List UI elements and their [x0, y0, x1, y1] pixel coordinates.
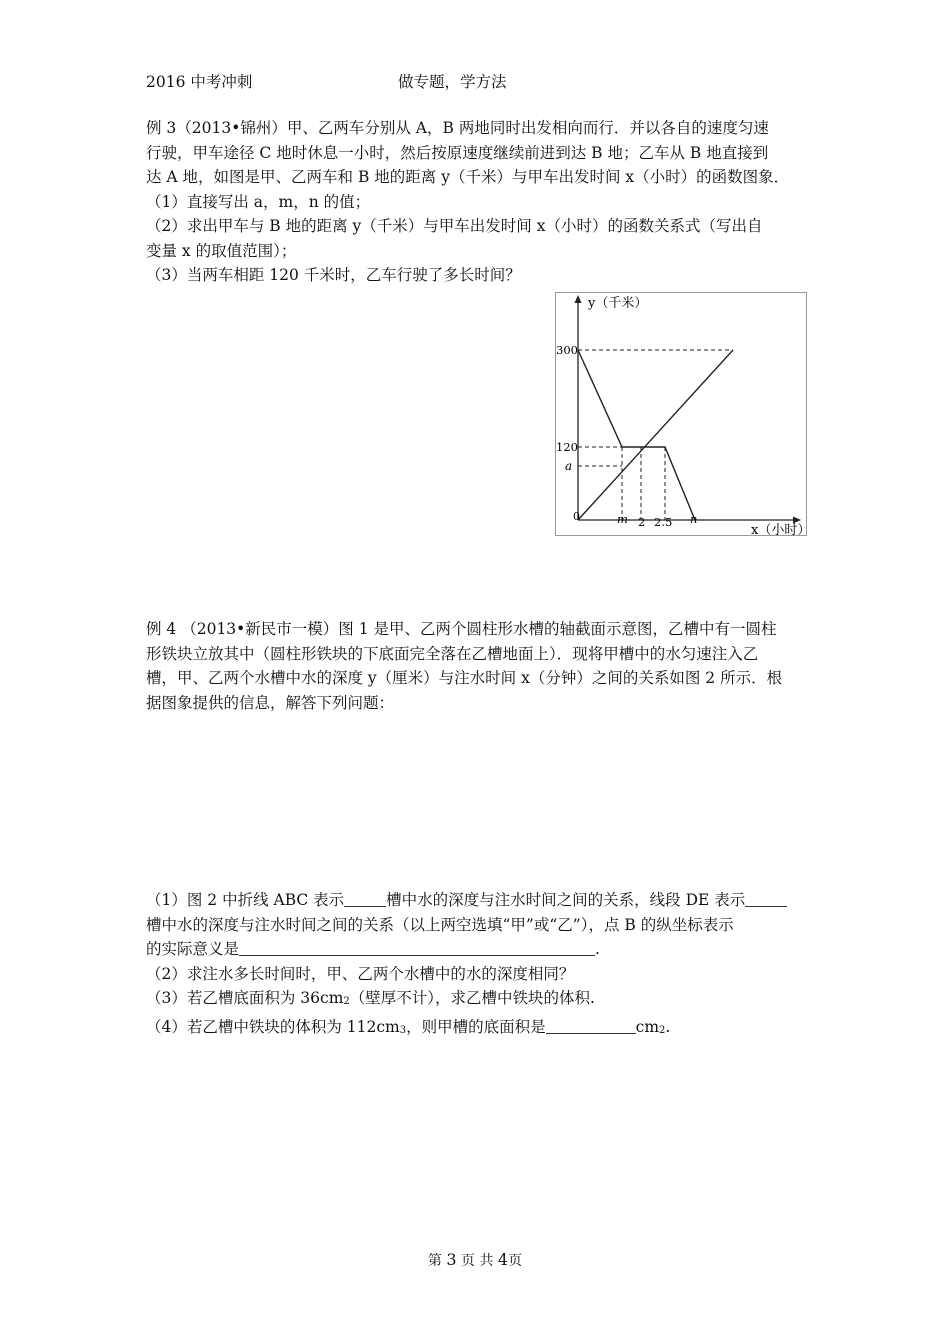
- footer-suffix: 页: [508, 1253, 523, 1269]
- footer-page-number: 3: [446, 1250, 457, 1269]
- question-4-unit-exponent: 3: [399, 1024, 407, 1036]
- example-4-line: 槽，甲、乙两个水槽中水的深度 y（厘米）与注水时间 x（分钟）之间的关系如图 2 所示．根: [146, 669, 783, 687]
- x-tick-m: m: [617, 512, 628, 526]
- example-3-line: 达 A 地，如图是甲、乙两车和 B 地的距离 y（千米）与甲车出发时间 x（小时）的函数图象．: [146, 168, 790, 186]
- question-1-line-1: [146, 888, 810, 913]
- example-3-text: [146, 116, 810, 288]
- header-title: 做专题，学方法: [398, 73, 507, 91]
- function-graph: [555, 292, 807, 536]
- example-4-line: 形铁块立放其中（圆柱形铁块的下底面完全落在乙槽地面上）．现将甲槽中的水匀速注入乙: [146, 644, 759, 663]
- question-4-text: ，则甲槽的底面积是: [406, 1017, 546, 1036]
- answer-blank-4[interactable]: [546, 1017, 636, 1034]
- x-tick-0: 0: [573, 510, 580, 523]
- example-4-questions: [146, 888, 810, 1043]
- function-graph-figure: [555, 292, 807, 536]
- question-1-line-3: [146, 937, 810, 962]
- y-axis-label: y（千米）: [588, 296, 648, 311]
- page-footer: [0, 1250, 950, 1270]
- footer-total-pages: 4: [497, 1250, 509, 1269]
- question-4: [146, 1015, 810, 1044]
- question-4-end: .: [665, 1017, 671, 1036]
- x-tick-2: 2: [638, 515, 646, 529]
- question-1-text: （1）图 2 中折线 ABC 表示: [146, 891, 345, 909]
- question-1-end: .: [595, 940, 600, 958]
- footer-middle: 页 共: [461, 1253, 494, 1269]
- example-4-line: 例 4 （2013•新民市一模）图 1 是甲、乙两个圆柱形水槽的轴截面示意图，乙槽中有一圆柱: [146, 620, 777, 638]
- question-2: （2）求注水多长时间时，甲、乙两个水槽中的水的深度相同？: [146, 964, 575, 983]
- question-4-text: （4）若乙槽中铁块的体积为 112cm: [146, 1017, 400, 1036]
- answer-blank-2[interactable]: [745, 890, 787, 907]
- y-tick-120: 120: [556, 440, 578, 454]
- example-3-line: 行驶，甲车途径 C 地时休息一小时，然后按原速度继续前进到达 B 地；乙车从 B 地直接到: [146, 143, 769, 162]
- question-4-unit: cm: [635, 1017, 660, 1036]
- question-4-unit-exponent: 2: [659, 1024, 666, 1036]
- example-3-line: （2）求出甲车与 B 地的距离 y（千米）与甲车出发时间 x（小时）的函数关系式（写出自: [146, 217, 763, 235]
- x-tick-2-5: 2.5: [654, 515, 673, 529]
- example-3-line: 变量 x 的取值范围）；: [146, 241, 297, 260]
- footer-prefix: 第: [427, 1253, 442, 1269]
- question-3-text: （3）若乙槽底面积为 36cm: [146, 989, 344, 1007]
- question-3-unit-exponent: 2: [343, 996, 350, 1007]
- question-3-text: （壁厚不计），求乙槽中铁块的体积.: [349, 989, 595, 1007]
- example-4-text: [146, 617, 810, 715]
- example-3-line: （1）直接写出 a，m，n 的值；: [146, 192, 371, 211]
- question-1-line-2: 槽中水的深度与注水时间之间的关系（以上两空选填“甲”或“乙”），点 B 的纵坐标表示: [146, 915, 734, 934]
- x-tick-n: n: [690, 512, 698, 526]
- answer-blank-1[interactable]: [344, 890, 386, 907]
- question-1-text: 槽中水的深度与注水时间之间的关系，线段 DE 表示: [386, 891, 746, 909]
- question-3: [146, 986, 810, 1015]
- example-3-line: 例 3（2013•锦州）甲、乙两车分别从 A，B 两地同时出发相向而行．并以各自的速度匀速: [146, 119, 769, 137]
- question-1-text: 的实际意义是: [146, 940, 240, 958]
- example-3-line: （3）当两车相距 120 千米时，乙车行驶了多长时间？: [146, 266, 521, 284]
- example-4-line: 据图象提供的信息，解答下列问题：: [146, 693, 395, 712]
- figure-border: [556, 293, 807, 536]
- answer-blank-3[interactable]: [239, 939, 595, 956]
- x-axis-label: x（小时）: [751, 523, 807, 536]
- header-left: 2016 中考冲刺: [146, 73, 253, 91]
- y-tick-a: a: [565, 459, 573, 473]
- y-tick-300: 300: [556, 343, 578, 357]
